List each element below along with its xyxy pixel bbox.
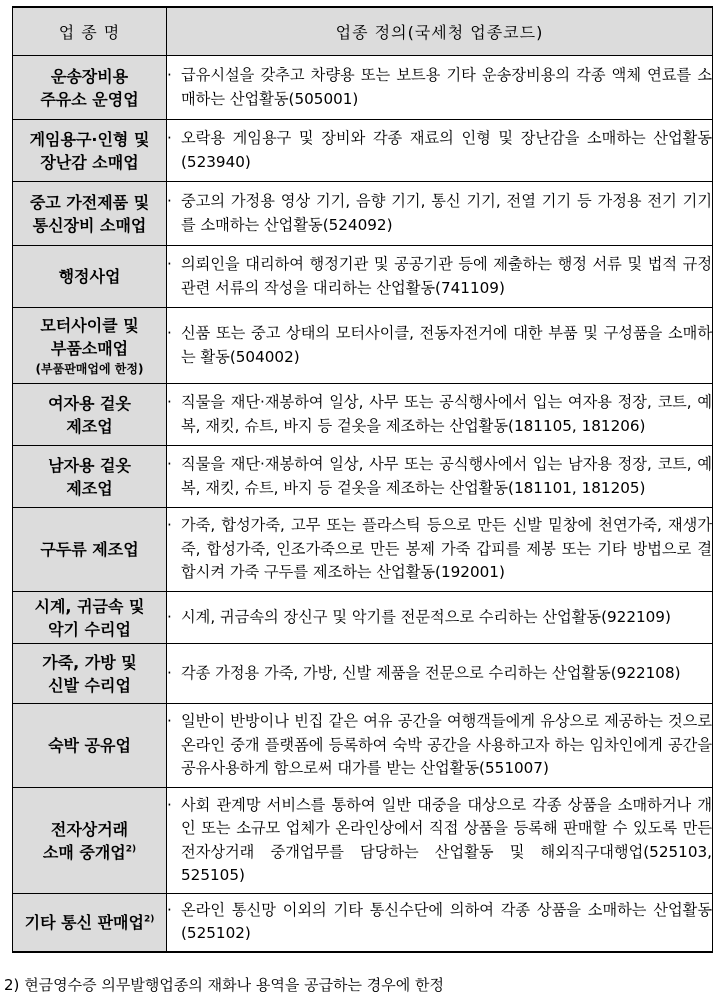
industry-definition-text: 오락용 게임용구 및 장비와 각종 재료의 인형 및 장난감을 소매하는 산업활동(523940) xyxy=(181,129,712,171)
table-row xyxy=(13,446,713,508)
industry-definition-text: 신품 또는 중고 상태의 모터사이클, 전동자전거에 대한 부품 및 구성품을 소매하는 활동(504002) xyxy=(181,324,712,366)
industry-definition-cell xyxy=(167,894,713,952)
industry-name-cell xyxy=(13,308,167,384)
bullet-marker: · xyxy=(167,712,172,731)
industry-name-line: 숙박 공유업 xyxy=(48,736,131,755)
industry-name-line: 행정사업 xyxy=(58,267,121,286)
industry-name-cell xyxy=(13,384,167,446)
industry-definition-cell xyxy=(167,592,713,644)
industry-definition-text: 급유시설을 갖추고 차량용 또는 보트용 기타 운송장비용의 각종 액체 연료를 소매하는 산업활동(505001) xyxy=(181,66,712,108)
table-row xyxy=(13,120,713,182)
header-industry-name: 업 종 명 xyxy=(13,7,167,56)
industry-definition-text: 직물을 재단·재봉하여 일상, 사무 또는 공식행사에서 입는 남자용 정장, 코트, 예복, 재킷, 슈트, 바지 등 겉옷을 제조하는 산업활동(181101, 181205) xyxy=(181,455,712,497)
bullet-marker: · xyxy=(167,795,172,814)
industry-name-line: 기타 통신 판매업$^{2)}$ xyxy=(24,912,155,932)
industry-definition-cell xyxy=(167,704,713,788)
industry-name-line: 장난감 소매업 xyxy=(40,152,139,172)
industry-definition-cell xyxy=(167,182,713,246)
industry-name-note: (부품판매업에 한정) xyxy=(35,361,144,376)
industry-definition-cell xyxy=(167,644,713,704)
industry-name-line: 남자용 겉옷 xyxy=(48,455,131,475)
table-row xyxy=(13,788,713,894)
industry-name-cell xyxy=(13,120,167,182)
industry-definition-text: 일반이 반방이나 빈집 같은 여유 공간을 여행객들에게 유상으로 제공하는 것으로 온라인 중개 플랫폼에 등록하여 숙박 공간을 사용하고자 하는 임차인에게 공간을 공유사용하게 함으로써 대가를 받는 산업활동(551007) xyxy=(181,712,712,778)
industry-name-line: 모터사이클 및 xyxy=(40,315,139,335)
industry-name-cell xyxy=(13,788,167,894)
industry-definition-text: 사회 관계망 서비스를 통하여 일반 대중을 대상으로 각종 상품을 소매하거나 개인 또는 소규모 업체가 온라인상에서 직접 상품을 등록해 판매할 수 있도록 만든 전자상거래 중개업무를 담당하는 산업활동 및 해외직구대행업(525103, 525105) xyxy=(181,795,712,884)
table-row xyxy=(13,592,713,644)
header-industry-definition: 업종 정의(국세청 업종코드) xyxy=(167,7,713,56)
industry-name-line: 중고 가전제품 및 xyxy=(29,192,150,212)
industry-definition-text: 시계, 귀금속의 장신구 및 악기를 전문적으로 수리하는 산업활동(922109) xyxy=(181,607,671,626)
table-row xyxy=(13,384,713,446)
industry-name-line: 주유소 운영업 xyxy=(40,89,139,109)
industry-name-line: 구두류 제조업 xyxy=(40,540,139,559)
industry-name-cell xyxy=(13,592,167,644)
industry-name-cell xyxy=(13,446,167,508)
industry-definition-text: 중고의 가정용 영상 기기, 음향 기기, 통신 기기, 전열 기기 등 가정용 전기 기기를 소매하는 산업활동(524092) xyxy=(181,192,712,234)
table-row xyxy=(13,508,713,592)
industry-definition-cell xyxy=(167,508,713,592)
bullet-marker: · xyxy=(167,129,172,147)
industry-name-line: 제조업 xyxy=(66,478,113,498)
bullet-marker: · xyxy=(167,607,172,626)
industry-name-cell xyxy=(13,894,167,952)
industry-name-cell xyxy=(13,644,167,704)
industry-definition-cell xyxy=(167,788,713,894)
table-row xyxy=(13,308,713,384)
footnote-reference: 2) xyxy=(125,844,137,855)
footnote-reference: 2) xyxy=(143,914,155,925)
industry-definition-text: 가죽, 합성가죽, 고무 또는 플라스틱 등으로 만든 신발 밑창에 천연가죽, 재생가죽, 합성가죽, 인조가죽으로 만든 봉제 가죽 갑피를 제봉 또는 기타 방법으로 결합시켜 가죽 구두를 제조하는 산업활동(192001) xyxy=(181,516,712,582)
industry-definition-text: 직물을 재단·재봉하여 일상, 사무 또는 공식행사에서 입는 여자용 정장, 코트, 예복, 재킷, 슈트, 바지 등 겉옷을 제조하는 산업활동(181105, 181206) xyxy=(181,393,712,435)
bullet-marker: · xyxy=(167,900,172,919)
bullet-marker: · xyxy=(167,255,172,273)
bullet-marker: · xyxy=(167,663,172,682)
industry-definition-cell xyxy=(167,56,713,120)
industry-name-line: 소매 중개업$^{2)}$ xyxy=(42,842,137,862)
table-row xyxy=(13,894,713,952)
industry-name-line: 운송장비용 xyxy=(50,66,129,86)
bullet-marker: · xyxy=(167,66,172,84)
industry-name-line: 전자상거래 xyxy=(50,819,129,839)
bullet-marker: · xyxy=(167,324,172,342)
industry-definition-cell xyxy=(167,308,713,384)
industry-definition-text: 의뢰인을 대리하여 행정기관 및 공공기관 등에 제출하는 행정 서류 및 법적 규정 관련 서류의 작성을 대리하는 산업활동(741109) xyxy=(181,255,712,297)
industry-name-line: 통신장비 소매업 xyxy=(32,215,147,235)
table-row xyxy=(13,182,713,246)
industry-name-line: 가죽, 가방 및 xyxy=(42,652,137,672)
industry-name-line: 여자용 겉옷 xyxy=(48,393,131,413)
industry-definition-cell xyxy=(167,246,713,308)
industry-name-cell xyxy=(13,704,167,788)
table-header-row xyxy=(13,7,713,56)
industry-definition-cell xyxy=(167,120,713,182)
industry-name-line: 부품소매업 xyxy=(50,338,129,358)
industry-name-cell xyxy=(13,508,167,592)
industry-name-cell xyxy=(13,182,167,246)
footnote-text: 현금영수증 의무발행업종의 재화나 용역을 공급하는 경우에 한정 xyxy=(24,976,445,994)
footnote xyxy=(4,974,444,995)
industry-definition-cell xyxy=(167,446,713,508)
bullet-marker: · xyxy=(167,516,172,535)
industry-definition-text: 각종 가정용 가죽, 가방, 신발 제품을 전문으로 수리하는 산업활동(922108) xyxy=(181,663,681,682)
industry-name-line: 신발 수리업 xyxy=(48,675,131,695)
industry-name-line: 제조업 xyxy=(66,416,113,436)
table-row xyxy=(13,56,713,120)
bullet-marker: · xyxy=(167,455,172,473)
bullet-marker: · xyxy=(167,393,172,411)
industry-name-line: 게임용구·인형 및 xyxy=(29,129,150,149)
footnote-mark: 2) xyxy=(4,976,20,994)
industry-name-cell xyxy=(13,56,167,120)
industry-name-cell xyxy=(13,246,167,308)
industry-name-line: 악기 수리업 xyxy=(48,619,131,639)
table-row xyxy=(13,644,713,704)
industry-definition-table xyxy=(12,6,713,953)
table-row xyxy=(13,246,713,308)
bullet-marker: · xyxy=(167,192,172,210)
industry-name-line: 시계, 귀금속 및 xyxy=(34,596,145,616)
industry-definition-cell xyxy=(167,384,713,446)
industry-definition-text: 온라인 통신망 이외의 기타 통신수단에 의하여 각종 상품을 소매하는 산업활동(525102) xyxy=(181,900,712,943)
table-row xyxy=(13,704,713,788)
